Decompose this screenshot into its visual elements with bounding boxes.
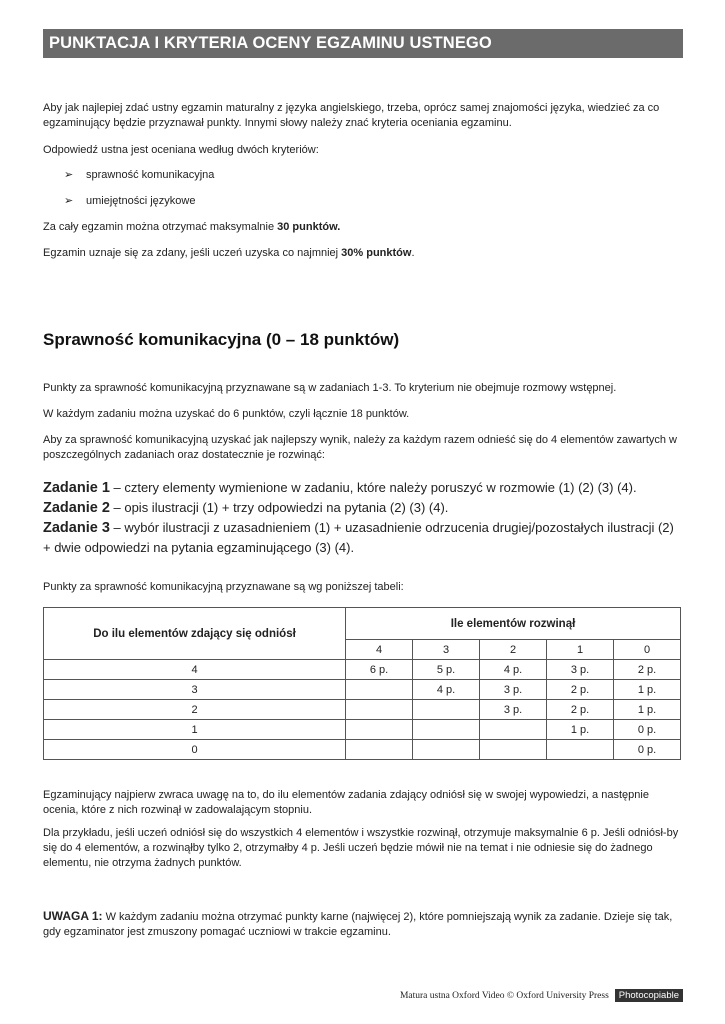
task-name: Zadanie 3 xyxy=(43,520,110,536)
table-cell: 2 p. xyxy=(614,660,681,680)
task-2 xyxy=(43,498,683,518)
scoring-table xyxy=(43,607,681,760)
bullet-label: sprawność komunikacyjna xyxy=(86,169,215,181)
table-row xyxy=(44,740,681,760)
table-cell: 1 p. xyxy=(547,720,614,740)
section-paragraph-3: Aby za sprawność komunikacyjną uzyskać jak najlepszy wynik, należy za każdym razem odnieść się do 4 elementów zawartych w poszczególnych zadaniach oraz dostatecznie je rozwinąć: xyxy=(43,434,677,461)
task-description: – cztery elementy wymienione w zadaniu, które należy poruszyć w rozmowie (1) (2) (3) (4). xyxy=(109,480,637,495)
task-1 xyxy=(43,478,683,498)
table-cell: 1 p. xyxy=(614,700,681,720)
table-cell: 1 p. xyxy=(614,680,681,700)
table-cell xyxy=(547,740,614,760)
column-label: 1 xyxy=(547,640,614,660)
table-cell: 0 p. xyxy=(614,740,681,760)
arrow-bullet-icon: ➢ xyxy=(64,195,74,207)
row-label: 3 xyxy=(44,680,346,700)
row-label: 0 xyxy=(44,740,346,760)
copyright-text: Matura ustna Oxford Video © Oxford University Press xyxy=(399,991,609,1001)
max-points-text: Za cały egzamin można otrzymać maksymalnie xyxy=(43,221,278,233)
note-paragraph xyxy=(43,909,683,940)
column-label: 2 xyxy=(480,640,547,660)
column-header: Ile elementów rozwinął xyxy=(346,608,681,640)
column-label: 0 xyxy=(614,640,681,660)
table-cell xyxy=(413,720,480,740)
task-description: – wybór ilustracji z uzasadnieniem (1) + uzasadnienie odrzucenia drugiej/pozostałych ilustracji (2) + dwie odpowiedzi na pytania egzaminującego (3) (4). xyxy=(43,520,674,555)
table-cell xyxy=(413,700,480,720)
table-cell: 4 p. xyxy=(413,680,480,700)
table-row xyxy=(44,660,681,680)
task-name: Zadanie 2 xyxy=(43,500,110,516)
table-cell: 5 p. xyxy=(413,660,480,680)
table-cell xyxy=(480,720,547,740)
page-title: PUNKTACJA I KRYTERIA OCENY EGZAMINU USTNEGO xyxy=(49,34,492,52)
table-row xyxy=(44,680,681,700)
table-cell: 3 p. xyxy=(480,700,547,720)
table-cell: 0 p. xyxy=(614,720,681,740)
explanation-paragraph-1: Egzaminujący najpierw zwraca uwagę na to, do ilu elementów zadania zdający odniósł się w swojej wypowiedzi, a następnie ocenia, które z nich rozwinął w zadowalającym stopniu. xyxy=(43,789,649,816)
bullet-item xyxy=(64,168,214,183)
section-paragraph-2: W każdym zadaniu można uzyskać do 6 punktów, czyli łącznie 18 punktów. xyxy=(43,408,410,420)
row-label: 2 xyxy=(44,700,346,720)
table-cell xyxy=(346,680,413,700)
column-label: 3 xyxy=(413,640,480,660)
section-paragraph-4: Punkty za sprawność komunikacyjną przyznawane są wg poniższej tabeli: xyxy=(43,581,404,593)
row-label: 4 xyxy=(44,660,346,680)
table-cell: 3 p. xyxy=(547,660,614,680)
section-paragraph-1: Punkty za sprawność komunikacyjną przyznawane są w zadaniach 1-3. To kryterium nie obejmuje rozmowy wstępnej. xyxy=(43,382,617,394)
pass-threshold-value: 30% punktów xyxy=(341,247,412,259)
row-header: Do ilu elementów zdający się odniósł xyxy=(44,608,346,660)
note-label: UWAGA 1: xyxy=(43,909,103,923)
pass-threshold-end: . xyxy=(411,247,415,259)
max-points-value: 30 punktów. xyxy=(277,221,341,233)
header-bar xyxy=(43,29,683,58)
task-3 xyxy=(43,518,683,557)
table-row xyxy=(44,700,681,720)
table-cell xyxy=(480,740,547,760)
intro-paragraph-2: Odpowiedź ustna jest oceniana według dwóch kryteriów: xyxy=(43,144,319,156)
bullet-item xyxy=(64,194,195,209)
table-cell: 4 p. xyxy=(480,660,547,680)
table-row xyxy=(44,720,681,740)
table-cell: 3 p. xyxy=(480,680,547,700)
intro-paragraph-3 xyxy=(43,220,683,235)
row-label: 1 xyxy=(44,720,346,740)
table-cell: 2 p. xyxy=(547,700,614,720)
table-cell xyxy=(346,700,413,720)
intro-paragraph-1: Aby jak najlepiej zdać ustny egzamin maturalny z języka angielskiego, trzeba, oprócz samej znajomości języka, wiedzieć za co egzaminujący będzie przyznawał punkty. Innymi słowy należy znać kryteria oceniania egzaminu. xyxy=(43,102,660,129)
explanation-paragraph-2: Dla przykładu, jeśli uczeń odniósł się do wszystkich 4 elementów i wszystkie rozwinął, otrzymuje maksymalnie 6 p. Jeśli odniósł-by się do 4 elementów, a rozwinąłby tylko 2, otrzymałby 4 p. Jeśli uczeń będzie mówił nie na temat i nie odniesie się do żadnego elementu, nie otrzyma żadnych punktów. xyxy=(43,827,679,869)
column-label: 4 xyxy=(346,640,413,660)
table-cell xyxy=(346,720,413,740)
bullet-label: umiejętności językowe xyxy=(86,195,196,207)
task-name: Zadanie 1 xyxy=(43,480,110,496)
table-cell: 6 p. xyxy=(346,660,413,680)
task-description: – opis ilustracji (1) + trzy odpowiedzi na pytania (2) (3) (4). xyxy=(109,500,449,515)
arrow-bullet-icon: ➢ xyxy=(64,169,74,181)
table-cell: 2 p. xyxy=(547,680,614,700)
table-cell xyxy=(346,740,413,760)
table-cell xyxy=(413,740,480,760)
note-text: W każdym zadaniu można otrzymać punkty karne (najwięcej 2), które pomniejszają wynik za zadanie. Dzieje się tak, gdy egzaminator jest zmuszony pomagać uczniowi w trakcie egzaminu. xyxy=(43,911,673,938)
section-title: Sprawność komunikacyjna (0 – 18 punktów) xyxy=(43,330,400,349)
photocopiable-badge: Photocopiable xyxy=(615,989,683,1002)
pass-threshold-text: Egzamin uznaje się za zdany, jeśli uczeń uzyska co najmniej xyxy=(43,247,342,259)
intro-paragraph-4 xyxy=(43,246,683,261)
footer xyxy=(400,990,683,1001)
